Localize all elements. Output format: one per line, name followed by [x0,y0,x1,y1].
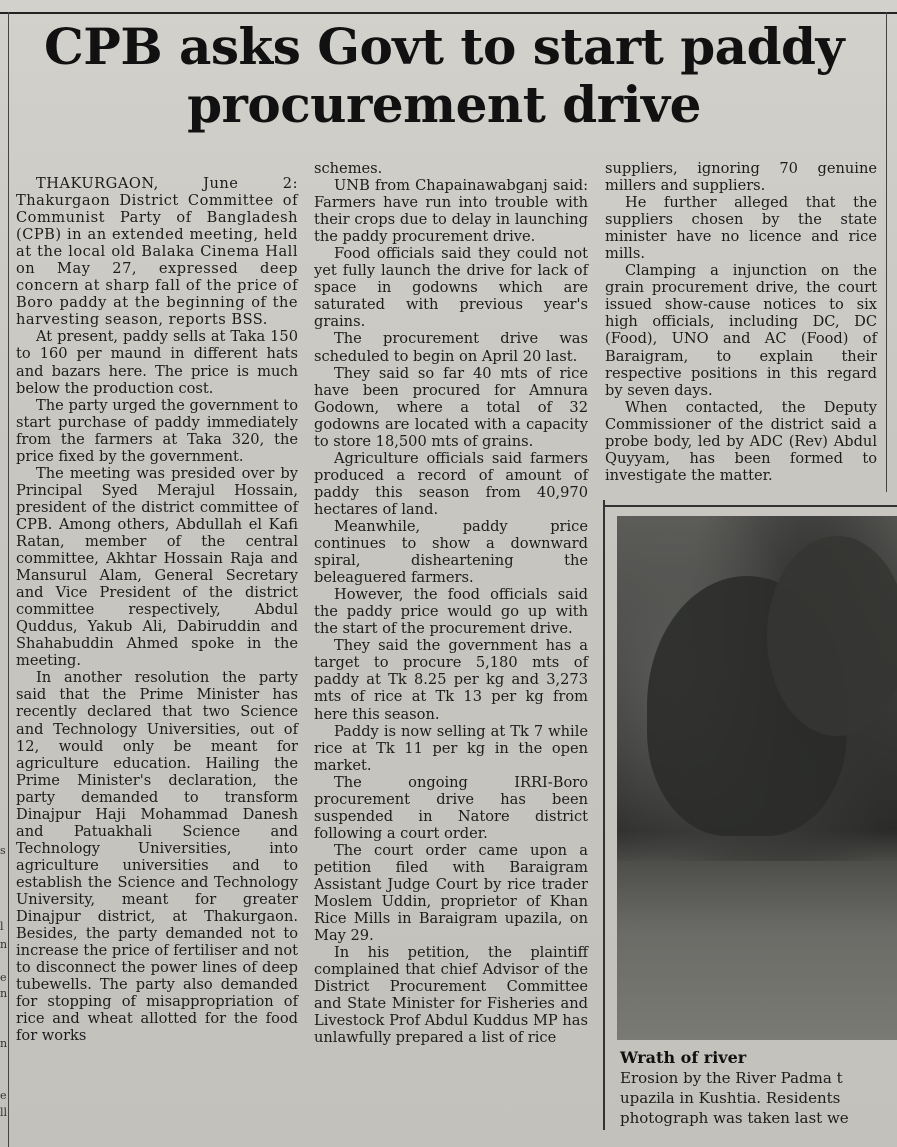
photo-frame-rule-horizontal [603,505,897,507]
margin-fragment: e [0,1089,7,1102]
paragraph: schemes. [314,160,383,177]
photo-caption-text [620,1068,897,1128]
paragraph: In his petition, the plaintiff complained that chief Advisor of the District Procurement Committee and State Minister for Fisheries and Livestock Prof Abdul Kuddus MP has unlawfully prepared a list of rice [314,944,588,1047]
paragraph: However, the food officials said the paddy price would go up with the start of the procurement drive. [314,586,588,638]
margin-fragment: e [0,971,7,984]
paragraph: When contacted, the Deputy Commissioner of the district said a probe body, led by ADC (Rev) Abdul Quyyam, has been formed to investigate the matter. [605,398,877,484]
photo-caption-title: Wrath of river [620,1048,747,1067]
margin-fragment: n [0,938,8,951]
paragraph: The court order came upon a petition filed with Baraigram Assistant Judge Court by rice trader Moslem Uddin, proprietor of Khan Rice Mills in Baraigram upazila, on May 29. [314,841,588,945]
river-erosion-photo [617,516,897,1040]
paragraph: Agriculture officials said farmers produced a record of amount of paddy this season from 40,970 hectares of land. [314,449,588,518]
paragraph: Food officials said they could not yet fully launch the drive for lack of space in godowns which are saturated with previous year's grains. [314,245,588,331]
paragraph: Paddy is now selling at Tk 7 while rice at Tk 11 per kg in the open market. [314,722,588,774]
paragraph: UNB from Chapainawabganj said: Farmers have run into trouble with their crops due to delay in launching the paddy procurement drive. [314,177,588,246]
paragraph: suppliers, ignoring 70 genuine millers and suppliers. [605,160,877,195]
article-column-3 [605,160,877,484]
paragraph: The ongoing IRRI-Boro procurement drive has been suspended in Natore district following a court order. [314,773,588,842]
paragraph: They said the government has a target to procure 5,180 mts of paddy at Tk 8.25 per kg and 3,273 mts of rice at Tk 13 per kg from here this season. [314,637,588,723]
caption-line: Erosion by the River Padma t [620,1069,843,1087]
margin-fragment: ll [0,1106,8,1119]
photo-frame-rule-vertical [603,500,605,1130]
paragraph: The procurement drive was scheduled to begin on April 20 last. [314,330,588,365]
paragraph: The meeting was presided over by Principal Syed Merajul Hossain, president of the district committee of CPB. Among others, Abdullah el Kafi Ratan, member of the central committee, Akhtar Hossain Raja and Mansurul Alam, General Secretary and Vice President of the district committee respectively, Abdul Quddus, Yakub Ali, Dabiruddin and Shahabuddin Ahmed spoke in the meeting. [16,464,298,670]
margin-fragment: n [0,1037,8,1050]
margin-fragment: n [0,987,8,1000]
margin-fragment: l [0,920,4,933]
margin-fragment: s [0,844,6,857]
caption-line: photograph was taken last we [620,1109,849,1127]
tree-shape [767,536,897,736]
paragraph: They said so far 40 mts of rice have been procured for Amnura Godown, where a total of 32 godowns are located with a capacity to store 18,500 mts of grains. [314,364,588,450]
right-column-rule [886,12,887,492]
left-column-rule [8,12,9,1147]
headline: CPB asks Govt to start paddy procurement drive [43,17,845,134]
article-column-1 [16,175,298,1044]
paragraph: Meanwhile, paddy price continues to show a downward spiral, disheartening the beleaguered farmers. [314,517,588,587]
paragraph: He further alleged that the suppliers chosen by the state minister have no licence and rice mills. [605,194,877,263]
river-water [617,861,897,1040]
paragraph: The party urged the government to start purchase of paddy immediately from the farmers at Taka 320, the price fixed by the government. [16,396,298,465]
paragraph: THAKURGAON, June 2: Thakurgaon District Committee of Communist Party of Bangladesh (CPB) in an extended meeting, held at the local old Balaka Cinema Hall on May 27, expressed deep concern at sharp fall of the price of Boro paddy at the beginning of the harvesting season, reports BSS. [16,175,298,329]
left-margin-fragments [0,0,8,1147]
top-rule [0,12,897,14]
article-column-2 [314,160,588,1046]
paragraph: At present, paddy sells at Taka 150 to 160 per maund in different hats and bazars here. The price is much below the production cost. [16,328,298,397]
caption-line: upazila in Kushtia. Residents [620,1089,841,1107]
paragraph: In another resolution the party said that the Prime Minister has recently declared that two Science and Technology Universities, out of 12, would only be meant for agriculture education. Hailing the Prime Minister's declaration, the party demanded to transform Dinajpur Haji Mohammad Danesh and Patuakhali Science and Technology Universities, into agriculture universities and to establish the Science and Technology University, meant for greater Dinajpur district, at Thakurgaon. Besides, the party demanded not to increase the price of fertiliser and not to disconnect the power lines of deep tubewells. The party also demanded for stopping of misappropriation of rice and wheat allotted for the food for works [16,669,298,1045]
paragraph: Clamping a injunction on the grain procurement drive, the court issued show-cause notices to six high officials, including DC, DC (Food), UNO and AC (Food) of Baraigram, to explain their respective positions in this regard by seven days. [605,262,877,399]
